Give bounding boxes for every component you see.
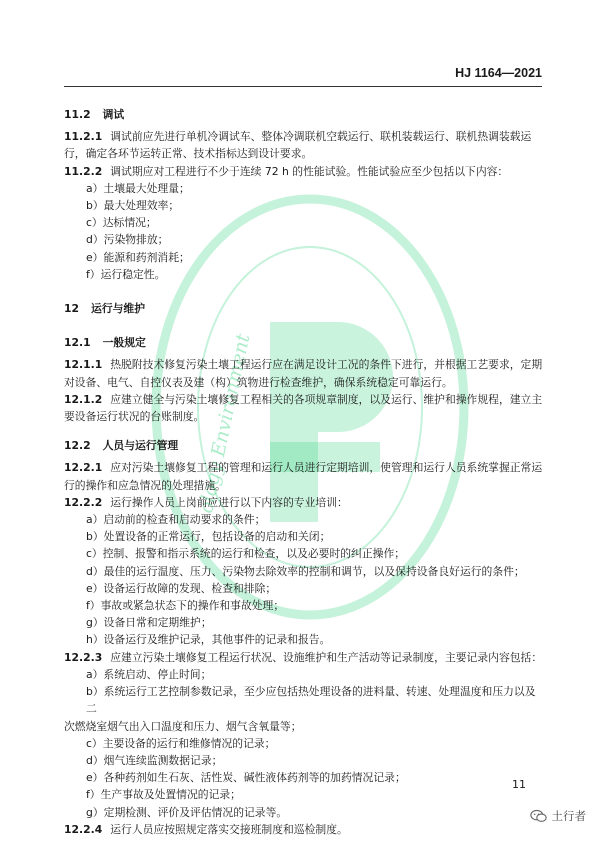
clause-12-2-2: 12.2.2 运行操作人员上岗前应进行以下内容的专业培训： — [64, 495, 348, 509]
clause-11-2-1: 11.2.1 调试前应先进行单机冷调试车、整体冷调联机空载运行、联机装载运行、联机热调装载运行，确定各环节运转正常、技术指标达到设计要求。 — [64, 130, 532, 161]
wechat-account-name: 土行者 — [551, 809, 586, 823]
wechat-source-badge[interactable] — [530, 808, 587, 824]
clause-12-2-3: 12.2.3 应建立污染土壤修复工程运行状况、设施维护和生产活动等记录制度，主要记录内容包括： — [64, 650, 543, 664]
list-item: e）各种药剂如生石灰、活性炭、碱性液体药剂等的加药情况记录； — [86, 771, 406, 785]
list-item: d）污染物排放； — [86, 233, 169, 247]
list-item: c）控制、报警和指示系统的运行和检查，以及必要时的纠正操作； — [86, 547, 406, 561]
list-item: d）最佳的运行温度、压力、污染物去除效率的控制和调节，以及保持设备良好运行的条件； — [86, 564, 525, 578]
list-item: b）最大处理效率； — [86, 199, 180, 213]
list-item: g）定期检测、评价及评估情况的记录等。 — [86, 805, 288, 819]
list-item: f）运行稳定性。 — [86, 267, 166, 281]
list-item-continuation: 次燃烧室烟气出入口温度和压力、烟气含氧量等； — [64, 719, 302, 733]
header-divider — [64, 86, 542, 87]
list-item: e）能源和药剂消耗； — [86, 250, 190, 264]
section-12-heading: 12 运行与维护 — [64, 302, 146, 316]
list-item: d）烟气连续监测数据记录； — [86, 753, 223, 767]
list-item: a）土壤最大处理量； — [86, 181, 190, 195]
clause-12-2-1: 12.2.1 应对污染土壤修复工程的管理和运行人员进行定期培训，使管理和运行人员系统掌握正常运行的操作和应急情况的处理措施。 — [64, 461, 543, 492]
list-item: h）设备运行及维护记录，其他事件的记录和报告。 — [86, 633, 331, 647]
list-item: b）系统运行工艺控制参数记录，至少应包括热处理设备的进料量、转速、处理温度和压力以及二 — [86, 685, 536, 716]
list-item: e）设备运行故障的发现、检查和排除； — [86, 581, 277, 595]
document-code: HJ 1164—2021 — [455, 66, 542, 80]
page-number: 11 — [512, 778, 526, 791]
section-12-1-heading: 12.1 一般规定 — [64, 336, 146, 350]
section-11-2-heading: 11.2 调试 — [64, 108, 125, 121]
list-item: b）处置设备的正常运行，包括设备的启动和关闭； — [86, 530, 331, 544]
wechat-icon — [530, 809, 547, 823]
list-item: g）设备日常和定期维护； — [86, 616, 212, 630]
clause-12-1-2: 12.1.2 应建立健全与污染土壤修复工程相关的各项规章制度，以及运行、维护和操作规程，建立主要设备运行状况的台账制度。 — [64, 392, 543, 424]
watermark-text: ology Environment — [195, 331, 255, 516]
section-12-2-heading: 12.2 人员与运行管理 — [64, 439, 179, 453]
list-item: f）生产事故及处置情况的记录； — [86, 788, 241, 802]
list-item: c）达标情况； — [86, 216, 157, 230]
clause-11-2-2: 11.2.2 调试期应对工程进行不少于连续 72 h 的性能试验。性能试验应至少包括以下内容： — [64, 164, 509, 178]
list-item: a）启动前的检查和启动要求的条件； — [86, 513, 266, 527]
clause-12-1-1: 12.1.1 热脱附技术修复污染土壤工程运行应在满足设计工况的条件下进行，并根据工艺要求，定期对设备、电气、自控仪表及建（构）筑物进行检查维护，确保系统稳定可靠运行。 — [64, 358, 543, 389]
document-body — [64, 106, 544, 838]
list-item: a）系统启动、停止时间； — [86, 667, 212, 681]
list-item: f）事故或紧急状态下的操作和事故处理； — [86, 599, 285, 613]
list-item: c）主要设备的运行和维修情况的记录； — [86, 736, 276, 750]
clause-12-2-4: 12.2.4 运行人员应按照规定落实交接班制度和巡检制度。 — [64, 822, 348, 836]
